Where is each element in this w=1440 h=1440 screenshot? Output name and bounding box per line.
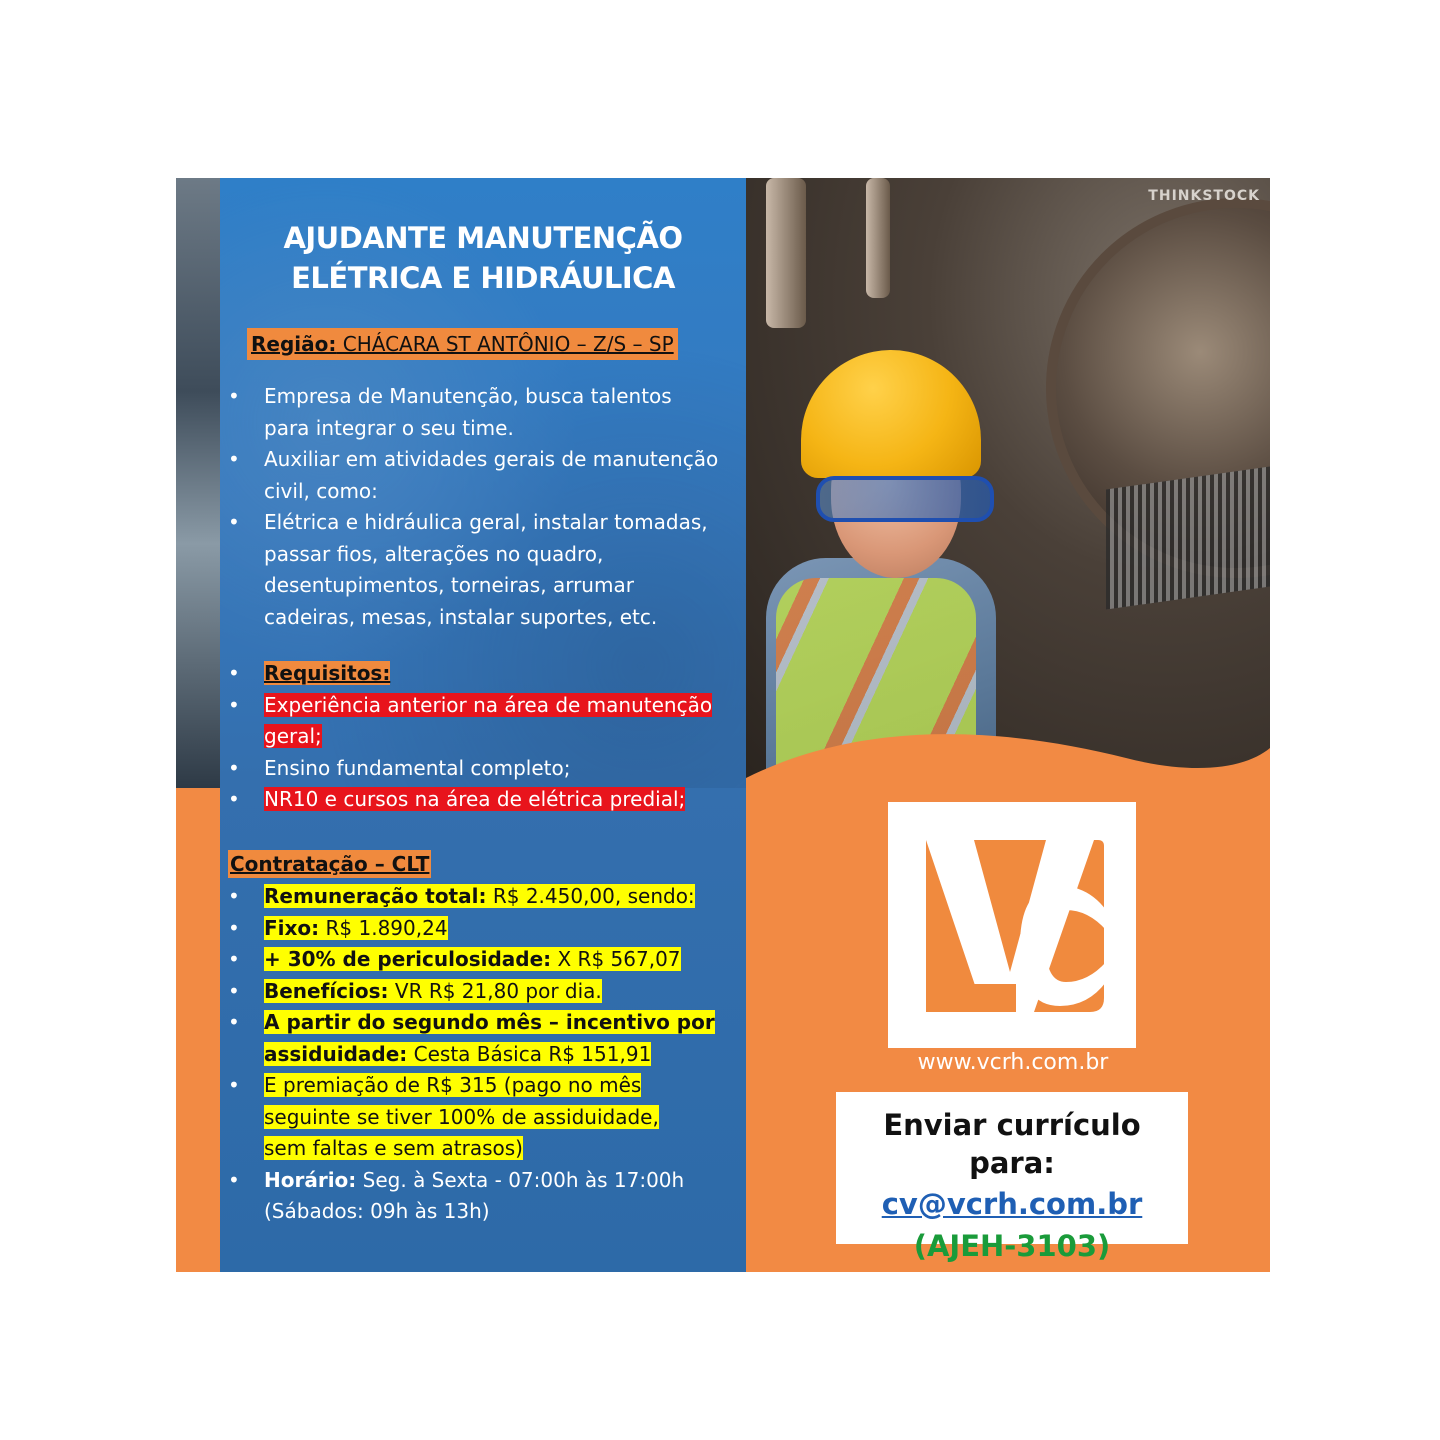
- hard-hat: [801, 350, 981, 478]
- pipe-graphic: [766, 178, 806, 328]
- safety-goggles: [816, 476, 994, 522]
- fixo-label: Fixo:: [264, 915, 320, 940]
- list-item: • Fixo: R$ 1.890,24: [228, 915, 448, 940]
- job-code: (AJEH-3103): [913, 1229, 1111, 1263]
- job-ad-card: [176, 178, 1270, 1272]
- left-photo-strip: [176, 178, 220, 788]
- fixo-value: R$ 1.890,24: [319, 915, 448, 940]
- list-item: • Remuneração total: R$ 2.450,00, sendo:: [228, 884, 695, 908]
- description-list: [220, 381, 746, 633]
- grate-graphic: [1106, 466, 1270, 609]
- premiacao-line: seguinte se tiver 100% de assiduidade,: [264, 1104, 659, 1129]
- email-link[interactable]: cv@vcrh.com.br: [881, 1187, 1143, 1221]
- requirement-line: Experiência anterior na área de manutenção: [264, 692, 713, 717]
- list-item: • Elétrica e hidráulica geral, instalar tomadas, passar fios, alterações no quadro, desentupimentos, torneiras, arrumar cadeiras, mesas, instalar suportes, etc.: [220, 507, 734, 633]
- list-item: • Benefícios: VR R$ 21,80 por dia.: [228, 978, 602, 1003]
- periculosidade-label: + 30% de periculosidade:: [264, 947, 552, 971]
- periculosidade-value: X R$ 567,07: [551, 947, 681, 971]
- list-item-line: para integrar o seu time.: [264, 415, 514, 440]
- list-item: • Experiência anterior na área de manutenção geral;: [228, 692, 713, 748]
- list-item-line: passar fios, alterações no quadro,: [264, 541, 604, 566]
- job-details-panel: [220, 178, 746, 1272]
- list-item-line: civil, como:: [264, 478, 378, 503]
- list-item: • + 30% de periculosidade: X R$ 567,07: [228, 947, 681, 971]
- horario-value: Seg. à Sexta - 07:00h às 17:00h: [356, 1167, 685, 1192]
- incentivo-value: Cesta Básica R$ 151,91: [407, 1041, 652, 1066]
- photo-watermark: THINKSTOCK: [1148, 188, 1260, 204]
- requirements-list: [220, 658, 746, 816]
- compensation-list: [220, 881, 746, 1228]
- beneficios-value: VR R$ 21,80 por dia.: [388, 978, 602, 1003]
- requirements-heading: Requisitos:: [264, 661, 391, 685]
- remuneracao-value: R$ 2.450,00, sendo:: [486, 884, 695, 908]
- pipe-graphic: [866, 178, 890, 298]
- list-item-line: cadeiras, mesas, instalar suportes, etc.: [264, 604, 658, 629]
- requirement-line: geral;: [264, 724, 322, 748]
- list-item: • Auxiliar em atividades gerais de manutenção civil, como:: [220, 444, 734, 507]
- list-item-line: Auxiliar em atividades gerais de manutenção: [264, 447, 719, 471]
- premiacao-line: sem faltas e sem atrasos): [264, 1136, 523, 1160]
- horario-line-2: (Sábados: 09h às 13h): [264, 1199, 490, 1223]
- list-item-line: Empresa de Manutenção, busca talentos: [264, 384, 672, 408]
- list-item-line: desentupimentos, torneiras, arrumar: [264, 573, 634, 597]
- region-value: CHÁCARA ST ANTÔNIO – Z/S – SP: [336, 332, 674, 356]
- contact-box: [836, 1092, 1188, 1263]
- vc-logo-icon: [888, 802, 1136, 1048]
- job-title-line-1: AJUDANTE MANUTENÇÃO: [283, 221, 683, 255]
- list-item: • NR10 e cursos na área de elétrica predial;: [228, 787, 686, 811]
- remuneracao-label: Remuneração total:: [264, 884, 487, 908]
- list-item: • Ensino fundamental completo;: [220, 753, 734, 785]
- website-link[interactable]: www.vcrh.com.br: [917, 1050, 1109, 1075]
- premiacao-line: E premiação de R$ 315 (pago no mês: [264, 1073, 642, 1097]
- list-item: • E premiação de R$ 315 (pago no mês seguinte se tiver 100% de assiduidade, sem faltas e sem atrasos): [228, 1073, 659, 1160]
- incentivo-label: A partir do segundo mês – incentivo por: [264, 1010, 715, 1034]
- list-item-line: Elétrica e hidráulica geral, instalar tomadas,: [264, 510, 708, 534]
- list-item: • A partir do segundo mês – incentivo por assiduidade: Cesta Básica R$ 151,91: [228, 1010, 715, 1066]
- vc-logo: [888, 802, 1136, 1048]
- worker-photo: [746, 178, 1270, 788]
- incentivo-label: assiduidade:: [264, 1041, 408, 1066]
- horario-label: Horário:: [264, 1167, 357, 1192]
- list-item: • Empresa de Manutenção, busca talentos para integrar o seu time.: [220, 381, 734, 444]
- contact-prompt: Enviar currículo para:: [883, 1108, 1141, 1180]
- job-title-line-2: ELÉTRICA E HIDRÁULICA: [291, 261, 675, 295]
- region-badge: [247, 328, 678, 360]
- requirement-line: NR10 e cursos na área de elétrica predial;: [264, 787, 686, 811]
- list-item: • Horário: Seg. à Sexta - 07:00h às 17:00h (Sábados: 09h às 13h): [220, 1165, 734, 1228]
- beneficios-label: Benefícios:: [264, 978, 389, 1003]
- hiring-heading: Contratação – CLT: [230, 852, 430, 876]
- requirements-heading-item: • Requisitos:: [228, 661, 391, 685]
- region-label: Região:: [251, 332, 337, 356]
- requirement-line: Ensino fundamental completo;: [264, 755, 571, 780]
